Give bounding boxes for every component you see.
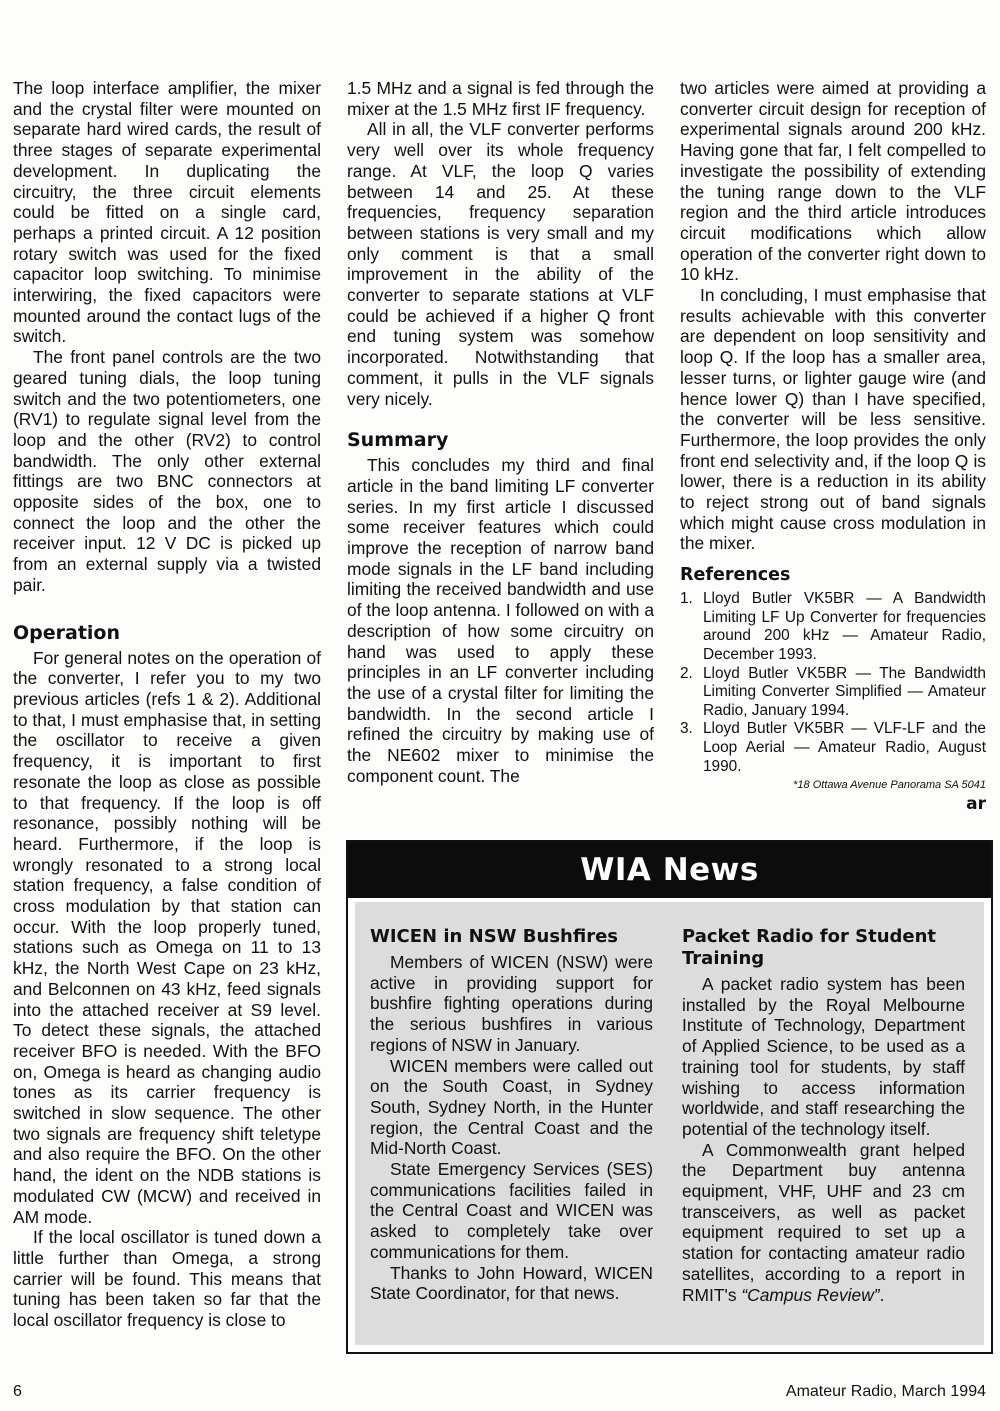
reference-number: 2.	[680, 664, 693, 682]
paragraph: If the local oscillator is tuned down a little further than Omega, a strong carrier will be found. This means that tuning has been taken so far that the local oscillator frequency is close to	[13, 1227, 321, 1331]
news-heading-packet-radio: Packet Radio for Student Training	[682, 926, 937, 969]
magazine-issue: Amateur Radio, March 1994	[785, 1383, 986, 1400]
paragraph: The front panel controls are the two geared tuning dials, the loop tuning switch and the two potentiometers, one (RV1) to regulate signal level from the loop and the other (RV2) to control bandwidth. The only other external fittings are two BNC connectors at opposite sides of the box, one to connect the loop and the other the receiver input. 12 V DC is picked up from an external supply via a twisted pair.	[13, 347, 321, 595]
paragraph: Members of WICEN (NSW) were active in providing support for bushfire fighting operations during the serious bushfires in various regions of NSW in January.	[370, 952, 653, 1055]
reference-item	[680, 665, 986, 721]
paragraph-end: .	[879, 1284, 885, 1305]
reference-item	[680, 720, 986, 776]
reference-item	[680, 590, 986, 664]
publication-title: “Campus Review”	[741, 1284, 880, 1305]
news-column-left	[370, 926, 653, 1304]
reference-number: 1.	[680, 590, 693, 608]
author-address: *18 Ottawa Avenue Panorama SA 5041	[793, 779, 986, 792]
paragraph: For general notes on the operation of the converter, I refer you to my two previous articles (refs 1 & 2). Additional to that, I must emphasise that, in setting the oscillator to receive a given frequency, it is important to first resonate the loop as close as possible to that frequency. If the loop is off resonance, possibly nothing will be heard. Furthermore, if the loop is wrongly resonated to a strong local station frequency, a false condition of cross modulation by that station can occur. With the loop properly tuned, stations such as Omega on 11 to 13 kHz, the North West Cape on 23 kHz, and Belconnen on 43 kHz, feed signals into the attached receiver at S9 level. To detect these signals, the attached receiver BFO is needed. With the BFO on, Omega is heard as changing audio tones as its carrier frequency is switched in slow sequence. The other two signals are frequency shift teletype and also require the BFO. On the other hand, the ident on the NDB stations is modulated CW (MCW) and received in AM mode.	[13, 647, 321, 1227]
article-column-2	[347, 78, 654, 787]
reference-text: Lloyd Butler VK5BR — A Bandwidth Limiting LF Up Converter for frequencies around 200 kHz — Amateur Radio, December 1993.	[703, 590, 986, 663]
news-column-right	[682, 926, 965, 1305]
paragraph: WICEN members were called out on the South Coast, in Sydney South, Sydney North, in the Hunter region, the Central Coast and the Mid-North Coast.	[370, 1055, 653, 1159]
article-column-3	[680, 78, 986, 815]
section-heading-summary: Summary	[347, 429, 449, 452]
paragraph	[682, 1140, 965, 1306]
reference-text: Lloyd Butler VK5BR — VLF-LF and the Loop Aerial — Amateur Radio, August 1990.	[703, 720, 986, 775]
page-number: 6	[13, 1383, 22, 1400]
references-list	[680, 590, 986, 776]
paragraph-text: A Commonwealth grant helped the Department buy antenna equipment, VHF, UHF and 23 cm transceivers, as well as packet equipment required to set up a station for contacting amateur radio satellites, according to a report in RMIT's	[682, 1139, 965, 1305]
wia-news-box	[346, 840, 993, 1354]
paragraph: This concludes my third and final article in the band limiting LF converter series. In my first article I discussed some receiver features which could improve the reception of narrow band mode signals in the LF band including limiting the received bandwidth and use of the loop antenna. I followed on with a description of how some circuitry on hand was used to apply these principles in an LF converter including the use of a crystal filter for limiting the bandwidth. In the second article I refined the circuitry by making use of the NE602 mixer to minimise the component count. The	[347, 455, 654, 786]
article-column-1	[13, 78, 321, 1331]
paragraph: A packet radio system has been installed by the Royal Melbourne Institute of Technology, Department of Applied Science, to be used as a training tool for students, by staff wishing to access information worldwide, and staff researching the potential of the technology itself.	[682, 974, 965, 1139]
reference-text: Lloyd Butler VK5BR — The Bandwidth Limiting Converter Simplified — Amateur Radio, January 1994.	[703, 664, 986, 719]
reference-number: 3.	[680, 720, 693, 738]
end-mark: ar	[966, 794, 986, 815]
paragraph: In concluding, I must emphasise that results achievable with this converter are dependent on loop sensitivity and loop Q. If the loop has a smaller area, lesser turns, or lighter gauge wire (and hence lower Q) than I have specified, the converter will be less sensitive. Furthermore, the loop provides the only front end selectivity and, if the loop Q is lower, there is a reduction in its ability to reject strong out of band signals which might cause cross modulation in the mixer.	[680, 285, 986, 554]
paragraph: State Emergency Services (SES) communications facilities failed in the Central Coast and WICEN was asked to completely take over communications for them.	[370, 1159, 653, 1262]
news-heading-wicen: WICEN in NSW Bushfires	[370, 926, 618, 947]
paragraph: The loop interface amplifier, the mixer and the crystal filter were mounted on separate hard wired cards, the result of three stages of separate experimental development. In duplicating the circuitry, the three circuit elements could be fitted on a single card, perhaps a printed circuit. A 12 position rotary switch was used for the fixed capacitor loop switching. To minimise interwiring, the fixed capacitors were mounted around the contact lugs of the switch.	[13, 78, 321, 347]
wia-news-body	[355, 902, 984, 1345]
wia-news-title: WIA News	[348, 842, 991, 898]
section-heading-references: References	[680, 565, 791, 586]
paragraph: All in all, the VLF converter performs very well over its whole frequency range. At VLF, the loop Q varies between 14 and 25. At these frequencies, frequency separation between stations is very small and my only comment is that a small improvement in the ability of the converter to separate stations at VLF could be achieved if a higher Q front end tuning system was somehow incorporated. Notwithstanding that comment, it pulls in the VLF signals very nicely.	[347, 119, 654, 409]
paragraph: 1.5 MHz and a signal is fed through the mixer at the 1.5 MHz first IF frequency.	[347, 78, 654, 119]
section-heading-operation: Operation	[13, 621, 121, 644]
paragraph: two articles were aimed at providing a converter circuit design for reception of experimental signals around 200 kHz. Having gone that far, I felt compelled to investigate the possibility of extending the tuning range down to the VLF region and the third article introduces circuit modifications which allow operation of the converter right down to 10 kHz.	[680, 78, 986, 285]
paragraph: Thanks to John Howard, WICEN State Coordinator, for that news.	[370, 1262, 653, 1304]
